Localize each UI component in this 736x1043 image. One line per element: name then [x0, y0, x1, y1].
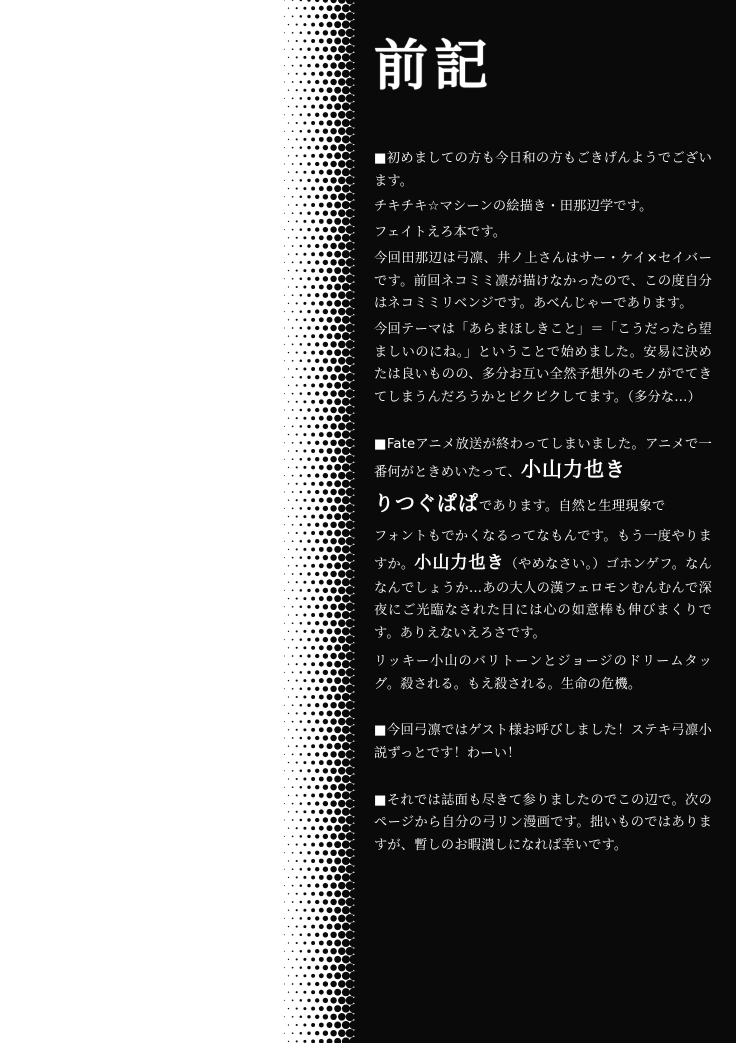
paragraph-fate-anime-3 — [374, 526, 712, 646]
paragraph-intro-3: フェイトえろ本です。 — [374, 225, 507, 241]
voice-actor-name-1: 小山力也き — [521, 457, 626, 482]
fate-anime-text-1: ■Fateアニメ放送が終わってしまいました。アニメで一番何がときめいたって、 — [374, 436, 712, 481]
fate-anime-text-2: であります。自然と生理現象で — [479, 499, 666, 515]
paragraph-closing: ■それでは誌面も尽きて参りましたのでこの辺で。次のページから自分の弓リン漫画です。拙いものではありますが、暫しのお暇潰しになれば幸いです。 — [374, 792, 712, 854]
paragraph-greeting: ■初めましての方も今日和の方もごきげんようでございます。 — [374, 151, 712, 189]
paragraph-fate-anime-1 — [374, 434, 712, 485]
paragraph-theme: 今回テーマは「あらまほしきこと」＝「こうだったら望ましいのにね。」ということで始めました。安易に決めたは良いものの、多分お互い全然予想外のモノがでてきてしまうんだろうかとビクビクしてます。（多分な…） — [374, 321, 712, 406]
paragraph-fate-anime-4: リッキー小山のバリトーンとジョージのドリームタッグ。殺される。もえ殺される。生命の危機。 — [374, 653, 712, 692]
halftone-dot-gradient — [268, 0, 360, 1043]
paragraph-intro-2: チキチキ☆マシーンの絵描き・田那辺学です。 — [374, 199, 653, 215]
page-title: 前記 — [374, 33, 494, 97]
voice-actor-name-2: りつぐぱぱ — [374, 491, 479, 516]
paragraph-fate-anime-2 — [374, 490, 712, 519]
paragraph-intro-4: 今回田那辺は弓凛、井ノ上さんはサー・ケイ×セイバーです。前回ネコミミ凛が描けなかったので、この度自分はネコミミリベンジです。あべんじゃーであります。 — [374, 250, 712, 312]
paragraph-guest: ■今回弓凛ではゲスト様お呼びしました！ステキ弓凛小説ずっとです！わーい！ — [374, 723, 712, 761]
article-body — [374, 148, 712, 858]
fate-anime-text-4: （やめなさい。）ゴホンゲフ。なんなんでしょうか…あの大人の漢フェロモンむんむんで深夜にご光臨なされた日には心の如意棒も伸びまくりです。ありえないえろさです。 — [374, 556, 713, 642]
fate-anime-text-3: フォントもでかくなるってなもんです。もう一度やりますか。 — [374, 528, 712, 572]
voice-actor-name-3: 小山力也き — [414, 552, 505, 573]
